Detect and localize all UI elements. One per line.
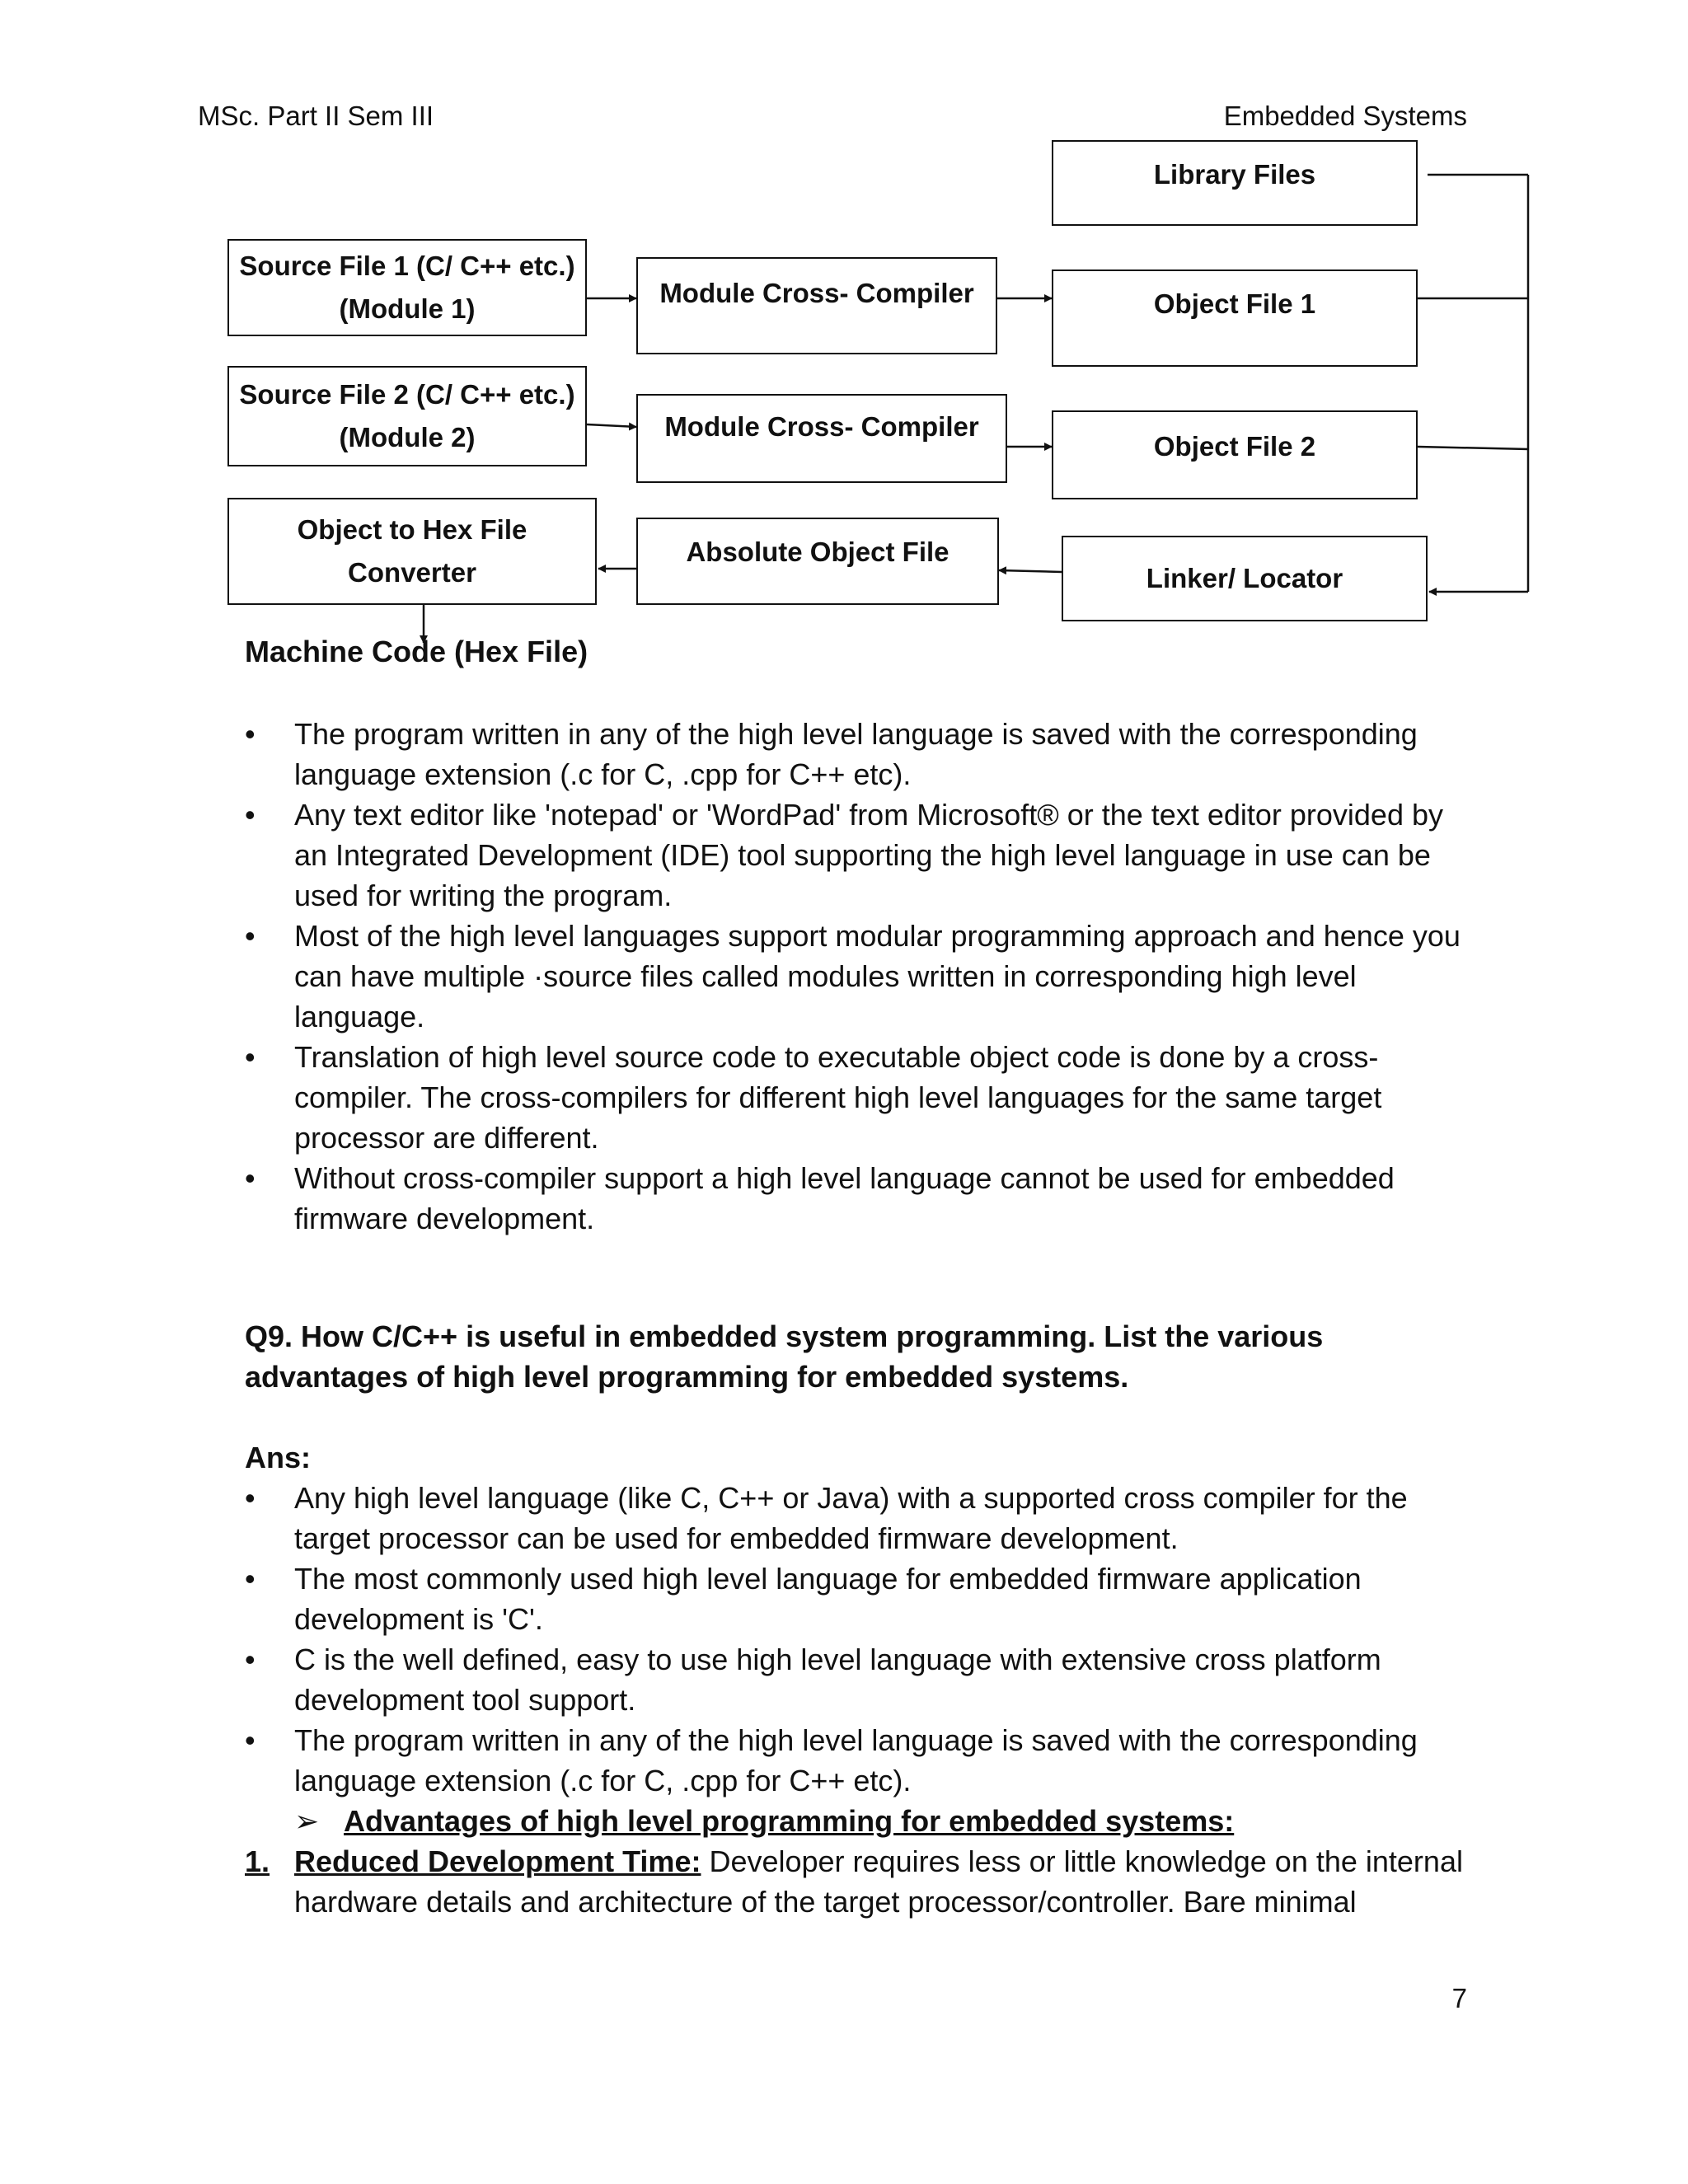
hex-converter-label: Object to Hex File: [297, 514, 528, 545]
list-item: • Translation of high level source code to executable object code is done by a cross-compiler. The cross-compilers for different high level languages for the same target processor are different.: [245, 1037, 1481, 1158]
source-file-1-label: Source File 1 (C/ C++ etc.): [239, 251, 575, 281]
numbered-item-1: [245, 1841, 1481, 1922]
page-number: 7: [1451, 1983, 1467, 2013]
library-files-label: Library Files: [1153, 159, 1316, 190]
answer-body: [245, 1478, 1481, 1922]
header-subject: Embedded Systems: [1223, 101, 1467, 131]
advantages-heading: [245, 1801, 1481, 1841]
list-item: • C is the well defined, easy to use high level language with extensive cross platform development tool support.: [245, 1639, 1481, 1720]
bullet-list-1: [245, 714, 1481, 1239]
list-item: • The program written in any of the high level language is saved with the corresponding language extension (.c for C, .cpp for C++ etc).: [245, 714, 1481, 794]
library-files-box: [1052, 140, 1418, 226]
header-course: MSc. Part II Sem III: [198, 101, 434, 131]
question-q9: Q9. How C/C++ is useful in embedded system programming. List the various advantages of high level programming for embedded systems.: [245, 1319, 1324, 1394]
object-file-1-box: [1052, 269, 1418, 367]
module-cross-compiler-2-box: [636, 394, 1007, 483]
source-file-1-module: (Module 1): [339, 293, 476, 324]
machine-code-label: Machine Code (Hex File): [245, 635, 588, 668]
linker-locator-label: Linker/ Locator: [1146, 563, 1343, 593]
source-file-2-box: [227, 366, 587, 466]
list-item: • Any text editor like 'notepad' or 'WordPad' from Microsoft® or the text editor provided by an Integrated Development (IDE) tool supporting the high level language in use can be used for writing the program.: [245, 794, 1481, 916]
list-item: • The program written in any of the high level language is saved with the corresponding language extension (.c for C, .cpp for C++ etc).: [245, 1720, 1481, 1801]
list-item: • Most of the high level languages support modular programming approach and hence you can have multiple ·source files called modules written in corresponding high level language.: [245, 916, 1481, 1037]
absolute-object-file-label: Absolute Object File: [686, 537, 950, 567]
bullet-list-2: [245, 1478, 1481, 1801]
source-file-2-label: Source File 2 (C/ C++ etc.): [239, 379, 575, 410]
source-file-1-box: [227, 239, 587, 336]
arrow-icon: ➢: [294, 1804, 320, 1838]
toolchain-notes: [245, 714, 1481, 1239]
source-file-2-module: (Module 2): [339, 422, 476, 452]
linker-locator-box: [1062, 536, 1428, 621]
item-title: Reduced Development Time:: [294, 1844, 701, 1878]
hex-converter-label-2: Converter: [348, 557, 476, 588]
list-item: • Any high level language (like C, C++ or Java) with a supported cross compiler for the target processor can be used for embedded firmware development.: [245, 1478, 1481, 1558]
answer-label: Ans:: [245, 1441, 311, 1474]
list-item: • Without cross-compiler support a high level language cannot be used for embedded firmware development.: [245, 1158, 1481, 1239]
list-item: • The most commonly used high level language for embedded firmware application development is 'C'.: [245, 1558, 1481, 1639]
advantages-heading-text: Advantages of high level programming for embedded systems:: [344, 1804, 1235, 1838]
object-file-1-label: Object File 1: [1153, 288, 1316, 319]
item-number: 1.: [245, 1844, 270, 1878]
module-cross-compiler-2-label: Module Cross- Compiler: [664, 411, 979, 442]
absolute-object-file-box: [636, 518, 999, 605]
module-cross-compiler-1-box: [636, 257, 997, 354]
hex-converter-box: [227, 498, 597, 605]
item-text: Developer requires less or little knowledge on the internal hardware details and architecture of the target processor/controller. Bare minimal: [294, 1844, 1463, 1919]
module-cross-compiler-1-label: Module Cross- Compiler: [659, 278, 974, 308]
object-file-2-label: Object File 2: [1153, 431, 1316, 462]
object-file-2-box: [1052, 410, 1418, 499]
